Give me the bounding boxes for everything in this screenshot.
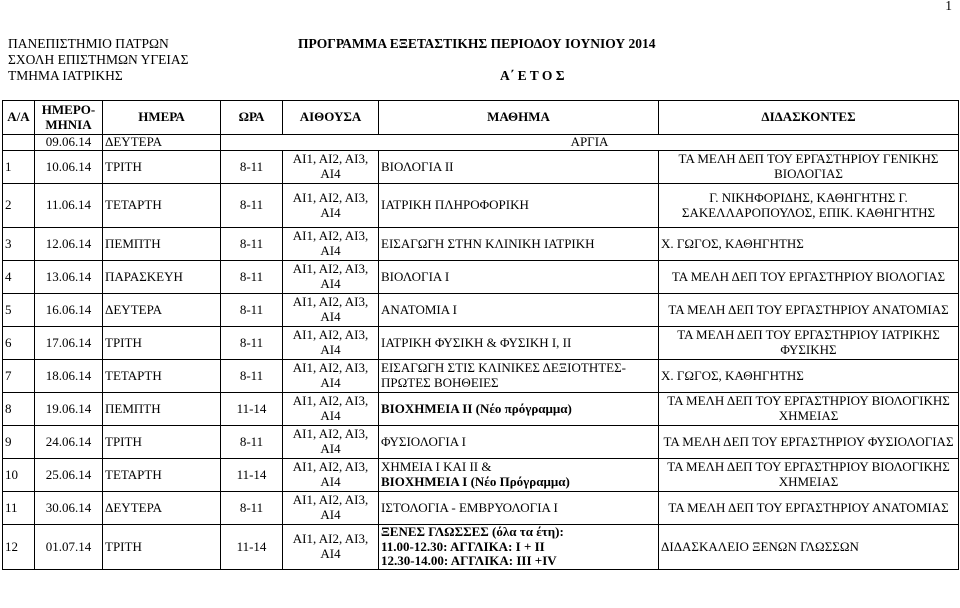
course-line: ΞΕΝΕΣ ΓΛΩΣΣΕΣ (όλα τα έτη): xyxy=(381,524,564,539)
course-line: ΧΗΜΕΙΑ Ι ΚΑΙ ΙΙ & xyxy=(381,459,492,475)
row-day: ΠΕΜΠΤΗ xyxy=(103,228,221,261)
col-header-time: ΩΡΑ xyxy=(221,101,283,135)
table-row xyxy=(3,426,959,459)
row-day: ΤΕΤΑΡΤΗ xyxy=(103,184,221,228)
row-instructors: ΤΑ ΜΕΛΗ ΔΕΠ ΤΟΥ ΕΡΓΑΣΤΗΡΙΟΥ ΑΝΑΤΟΜΙΑΣ xyxy=(659,294,959,327)
row-day: ΠΕΜΠΤΗ xyxy=(103,393,221,426)
course-line: 11.00-12.30: ΑΓΓΛΙΚΑ: Ι + ΙΙ xyxy=(381,538,545,554)
department-name: ΤΜΗΜΑ ΙΑΤΡΙΚΗΣ xyxy=(8,68,123,83)
row-time: 8-11 xyxy=(221,151,283,184)
row-room: ΑΙ1, ΑΙ2, ΑΙ3, ΑΙ4 xyxy=(283,393,379,426)
row-instructors: ΤΑ ΜΕΛΗ ΔΕΠ ΤΟΥ ΕΡΓΑΣΤΗΡΙΟΥ ΑΝΑΤΟΜΙΑΣ xyxy=(659,492,959,525)
row-day: ΤΡΙΤΗ xyxy=(103,525,221,570)
table-row xyxy=(3,360,959,393)
row-course: ΕΙΣΑΓΩΓΗ ΣΤΙΣ ΚΛΙΝΙΚΕΣ ΔΕΞΙΟΤΗΤΕΣ-ΠΡΩΤΕΣ ΒΟΗΘΕΙΕΣ xyxy=(379,360,659,393)
row-date: 12.06.14 xyxy=(35,228,103,261)
table-row xyxy=(3,327,959,360)
row-instructors: Χ. ΓΩΓΟΣ, ΚΑΘΗΓΗΤΗΣ xyxy=(659,360,959,393)
table-row xyxy=(3,294,959,327)
row-date: 10.06.14 xyxy=(35,151,103,184)
holiday-date: 09.06.14 xyxy=(35,135,103,151)
row-course: ΒΙΟΛΟΓΙΑ ΙΙ xyxy=(379,151,659,184)
row-time: 8-11 xyxy=(221,184,283,228)
row-time: 8-11 xyxy=(221,327,283,360)
row-course: ΒΙΟΧΗΜΕΙΑ ΙΙ (Νέο πρόγραμμα) xyxy=(379,393,659,426)
table-row xyxy=(3,525,959,570)
col-header-room: ΑΙΘΟΥΣΑ xyxy=(283,101,379,135)
row-room: ΑΙ1, ΑΙ2, ΑΙ3, ΑΙ4 xyxy=(283,327,379,360)
row-room: ΑΙ1, ΑΙ2, ΑΙ3, ΑΙ4 xyxy=(283,360,379,393)
row-day: ΤΡΙΤΗ xyxy=(103,426,221,459)
row-room: ΑΙ1, ΑΙ2, ΑΙ3, ΑΙ4 xyxy=(283,261,379,294)
row-date: 25.06.14 xyxy=(35,459,103,492)
row-course: ΒΙΟΛΟΓΙΑ Ι xyxy=(379,261,659,294)
row-course xyxy=(379,459,659,492)
page-number: 1 xyxy=(945,0,952,13)
row-day: ΠΑΡΑΣΚΕΥΗ xyxy=(103,261,221,294)
row-course: ΙΑΤΡΙΚΗ ΠΛΗΡΟΦΟΡΙΚΗ xyxy=(379,184,659,228)
row-room: ΑΙ1, ΑΙ2, ΑΙ3, ΑΙ4 xyxy=(283,294,379,327)
row-room: ΑΙ1, ΑΙ2, ΑΙ3, ΑΙ4 xyxy=(283,525,379,570)
row-date: 19.06.14 xyxy=(35,393,103,426)
row-date: 01.07.14 xyxy=(35,525,103,570)
table-header-row xyxy=(3,101,959,135)
university-name: ΠΑΝΕΠΙΣΤΗΜΙΟ ΠΑΤΡΩΝ xyxy=(8,36,169,51)
row-day: ΤΕΤΑΡΤΗ xyxy=(103,360,221,393)
row-time: 11-14 xyxy=(221,459,283,492)
school-name: ΣΧΟΛΗ ΕΠΙΣΤΗΜΩΝ ΥΓΕΙΑΣ xyxy=(8,52,189,67)
row-num: 9 xyxy=(3,426,35,459)
row-instructors: Γ. ΝΙΚΗΦΟΡΙΔΗΣ, ΚΑΘΗΓΗΤΗΣ Γ. ΣΑΚΕΛΛΑΡΟΠΟΥΛΟΣ, ΕΠΙΚ. ΚΑΘΗΓΗΤΗΣ xyxy=(659,184,959,228)
holiday-note: ΑΡΓΙΑ xyxy=(221,135,959,151)
col-header-day: ΗΜΕΡΑ xyxy=(103,101,221,135)
row-day: ΔΕΥΤΕΡΑ xyxy=(103,294,221,327)
holiday-day: ΔΕΥΤΕΡΑ xyxy=(103,135,221,151)
row-num: 6 xyxy=(3,327,35,360)
row-num: 7 xyxy=(3,360,35,393)
row-time: 8-11 xyxy=(221,261,283,294)
row-time: 8-11 xyxy=(221,294,283,327)
row-instructors: ΤΑ ΜΕΛΗ ΔΕΠ ΤΟΥ ΕΡΓΑΣΤΗΡΙΟΥ ΙΑΤΡΙΚΗΣ ΦΥΣΙΚΗΣ xyxy=(659,327,959,360)
row-time: 11-14 xyxy=(221,393,283,426)
exam-schedule-table xyxy=(2,100,959,570)
col-header-date: ΗΜΕΡΟ-ΜΗΝΙΑ xyxy=(35,101,103,135)
row-room: ΑΙ1, ΑΙ2, ΑΙ3, ΑΙ4 xyxy=(283,184,379,228)
table-row xyxy=(3,261,959,294)
row-time: 8-11 xyxy=(221,360,283,393)
table-row xyxy=(3,393,959,426)
row-course: ΑΝΑΤΟΜΙΑ Ι xyxy=(379,294,659,327)
row-course: ΙΑΤΡΙΚΗ ΦΥΣΙΚΗ & ΦΥΣΙΚΗ Ι, ΙΙ xyxy=(379,327,659,360)
col-header-instructors: ΔΙΔΑΣΚΟΝΤΕΣ xyxy=(659,101,959,135)
row-num: 11 xyxy=(3,492,35,525)
row-room: ΑΙ1, ΑΙ2, ΑΙ3, ΑΙ4 xyxy=(283,426,379,459)
table-row xyxy=(3,492,959,525)
row-time: 8-11 xyxy=(221,492,283,525)
course-line: ΒΙΟΧΗΜΕΙΑ Ι (Νέο Πρόγραμμα) xyxy=(381,474,570,489)
row-num: 4 xyxy=(3,261,35,294)
year-label: Α΄ Ε Τ Ο Σ xyxy=(500,68,565,83)
row-instructors: ΤΑ ΜΕΛΗ ΔΕΠ ΤΟΥ ΕΡΓΑΣΤΗΡΙΟΥ ΓΕΝΙΚΗΣ ΒΙΟΛΟΓΙΑΣ xyxy=(659,151,959,184)
row-course xyxy=(379,525,659,570)
row-day: ΤΕΤΑΡΤΗ xyxy=(103,459,221,492)
row-num: 10 xyxy=(3,459,35,492)
row-num: 12 xyxy=(3,525,35,570)
row-date: 16.06.14 xyxy=(35,294,103,327)
table-row xyxy=(3,151,959,184)
row-time: 8-11 xyxy=(221,426,283,459)
row-num: 2 xyxy=(3,184,35,228)
row-room: ΑΙ1, ΑΙ2, ΑΙ3, ΑΙ4 xyxy=(283,459,379,492)
row-num: 1 xyxy=(3,151,35,184)
course-line: 12.30-14.00: ΑΓΓΛΙΚΑ: ΙΙΙ +ΙV xyxy=(381,553,557,569)
table-row xyxy=(3,459,959,492)
row-day: ΤΡΙΤΗ xyxy=(103,327,221,360)
row-room: ΑΙ1, ΑΙ2, ΑΙ3, ΑΙ4 xyxy=(283,228,379,261)
row-time: 11-14 xyxy=(221,525,283,570)
row-day: ΤΡΙΤΗ xyxy=(103,151,221,184)
row-instructors: ΔΙΔΑΣΚΑΛΕΙΟ ΞΕΝΩΝ ΓΛΩΣΣΩΝ xyxy=(659,525,959,570)
row-course: ΙΣΤΟΛΟΓΙΑ - ΕΜΒΡΥΟΛΟΓΙΑ Ι xyxy=(379,492,659,525)
row-room: ΑΙ1, ΑΙ2, ΑΙ3, ΑΙ4 xyxy=(283,492,379,525)
row-date: 11.06.14 xyxy=(35,184,103,228)
program-title: ΠΡΟΓΡΑΜΜΑ ΕΞΕΤΑΣΤΙΚΗΣ ΠΕΡΙΟΔΟΥ ΙΟΥΝΙΟΥ 2014 xyxy=(298,36,656,51)
table-row xyxy=(3,228,959,261)
row-time: 8-11 xyxy=(221,228,283,261)
row-day: ΔΕΥΤΕΡΑ xyxy=(103,492,221,525)
row-room: ΑΙ1, ΑΙ2, ΑΙ3, ΑΙ4 xyxy=(283,151,379,184)
row-date: 30.06.14 xyxy=(35,492,103,525)
holiday-row xyxy=(3,135,959,151)
row-date: 18.06.14 xyxy=(35,360,103,393)
row-num: 5 xyxy=(3,294,35,327)
row-course: ΦΥΣΙΟΛΟΓΙΑ Ι xyxy=(379,426,659,459)
row-instructors: ΤΑ ΜΕΛΗ ΔΕΠ ΤΟΥ ΕΡΓΑΣΤΗΡΙΟΥ ΦΥΣΙΟΛΟΓΙΑΣ xyxy=(659,426,959,459)
row-instructors: ΤΑ ΜΕΛΗ ΔΕΠ ΤΟΥ ΕΡΓΑΣΤΗΡΙΟΥ ΒΙΟΛΟΓΙΑΣ xyxy=(659,261,959,294)
table-row xyxy=(3,184,959,228)
col-header-course: ΜΑΘΗΜΑ xyxy=(379,101,659,135)
row-num: 3 xyxy=(3,228,35,261)
row-date: 17.06.14 xyxy=(35,327,103,360)
row-instructors: ΤΑ ΜΕΛΗ ΔΕΠ ΤΟΥ ΕΡΓΑΣΤΗΡΙΟΥ ΒΙΟΛΟΓΙΚΗΣ ΧΗΜΕΙΑΣ xyxy=(659,393,959,426)
row-course: ΕΙΣΑΓΩΓΗ ΣΤΗΝ ΚΛΙΝΙΚΗ ΙΑΤΡΙΚΗ xyxy=(379,228,659,261)
row-instructors: ΤΑ ΜΕΛΗ ΔΕΠ ΤΟΥ ΕΡΓΑΣΤΗΡΙΟΥ ΒΙΟΛΟΓΙΚΗΣ ΧΗΜΕΙΑΣ xyxy=(659,459,959,492)
row-num: 8 xyxy=(3,393,35,426)
col-header-num: Α/Α xyxy=(3,101,35,135)
row-instructors: Χ. ΓΩΓΟΣ, ΚΑΘΗΓΗΤΗΣ xyxy=(659,228,959,261)
row-date: 24.06.14 xyxy=(35,426,103,459)
row-date: 13.06.14 xyxy=(35,261,103,294)
